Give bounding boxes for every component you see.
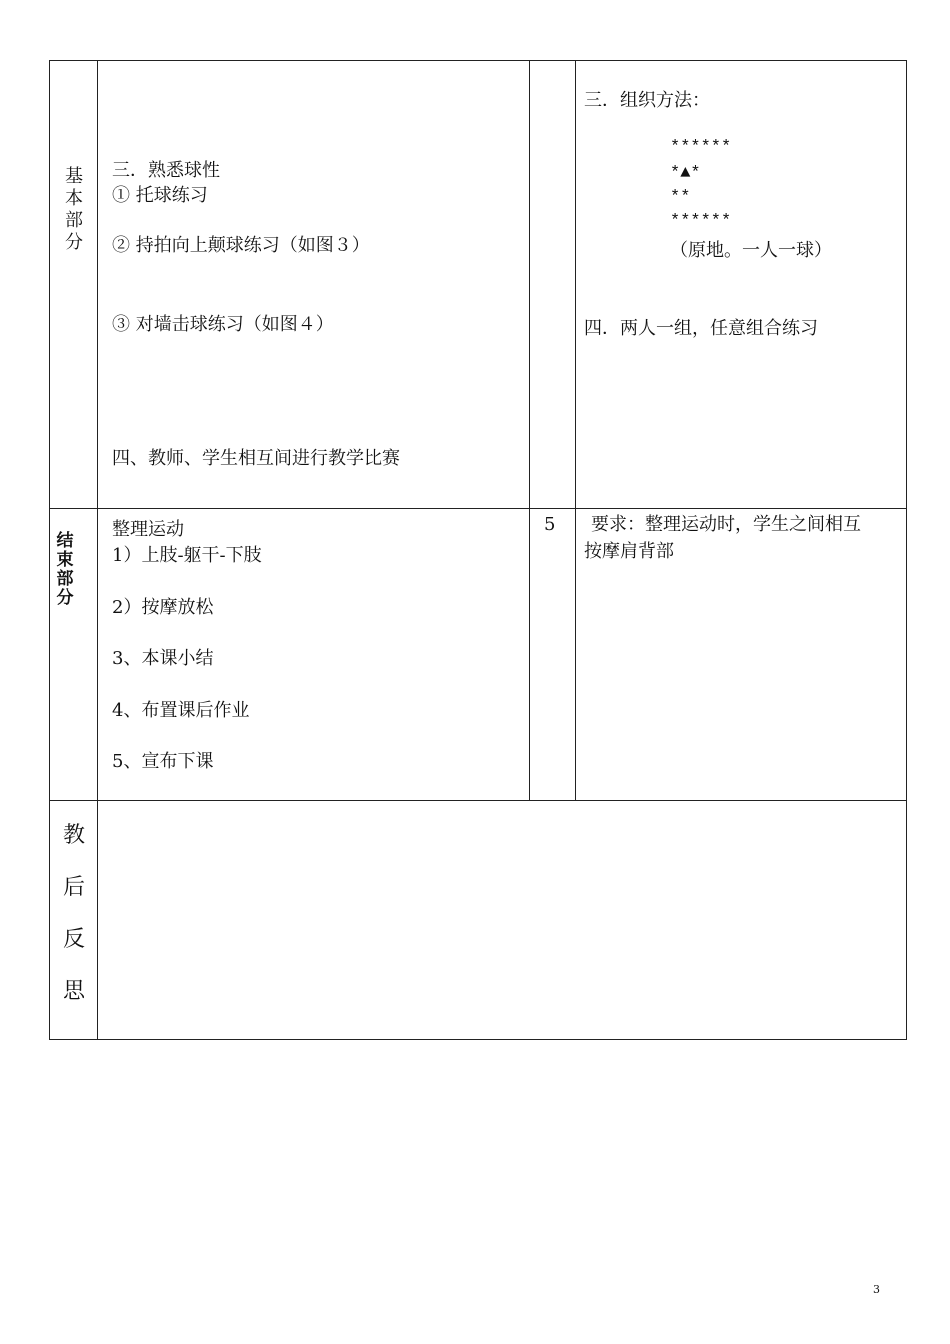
reflection-label-char: 反 (62, 927, 85, 952)
basic-label-char: 本 (65, 188, 83, 209)
basic-label-char: 部 (65, 210, 83, 231)
table-top-border (49, 60, 907, 61)
pair-practice-item: 四．两人一组，任意组合练习 (584, 318, 818, 339)
end-list-item: 5、宣布下课 (112, 751, 214, 772)
reflection-label-char: 思 (62, 979, 85, 1004)
end-section-label (53, 532, 77, 608)
teaching-match-item: 四、教师、学生相互间进行教学比赛 (112, 448, 400, 469)
end-label-char: 结 (56, 531, 74, 551)
organization-method-heading: 三．组织方法： (584, 90, 710, 111)
content-column-divider (529, 60, 530, 801)
formation-note: （原地。一人一球） (670, 240, 832, 261)
end-list-item: 2）按摩放松 (112, 597, 214, 618)
end-label-char: 部 (56, 569, 74, 589)
ball-bouncing-drill: ② 持拍向上颠球练习（如图３） (112, 235, 370, 256)
page-number: 3 (873, 1283, 880, 1296)
end-label-char: 分 (56, 588, 74, 608)
reflection-content-area (98, 801, 906, 1039)
table-left-border (49, 60, 50, 1040)
end-list-item: 3、本课小结 (112, 648, 214, 669)
reflection-section-label (62, 810, 86, 1018)
familiarize-ball-heading: 三．熟悉球性 (112, 160, 220, 181)
basic-label-char: 基 (65, 166, 83, 187)
reflection-label-char: 教 (62, 823, 85, 848)
end-list-item: 1）上肢-躯干-下肢 (112, 545, 262, 566)
formation-row-2: *▲* (670, 164, 701, 183)
end-list-item: 4、布置课后作业 (112, 700, 250, 721)
end-requirement-line2: 按摩肩背部 (584, 541, 674, 562)
formation-row-4: ****** (670, 212, 732, 231)
formation-row-1: ****** (670, 138, 732, 157)
end-label-char: 束 (56, 550, 74, 570)
end-time-minutes: 5 (544, 514, 556, 535)
table-right-border (906, 60, 907, 1040)
formation-row-3: ** (670, 188, 691, 207)
row-divider-basic-end (49, 508, 907, 509)
wall-hitting-drill: ③ 对墙击球练习（如图４） (112, 314, 334, 335)
basic-label-char: 分 (65, 232, 83, 253)
basic-section-label (62, 166, 86, 254)
time-column-divider (575, 60, 576, 801)
cooldown-title: 整理运动 (112, 519, 184, 540)
ball-holding-drill: ① 托球练习 (112, 185, 208, 206)
reflection-label-char: 后 (62, 875, 85, 900)
end-requirement-line1: 要求：整理运动时，学生之间相互 (591, 514, 861, 535)
table-bottom-border (49, 1039, 907, 1040)
